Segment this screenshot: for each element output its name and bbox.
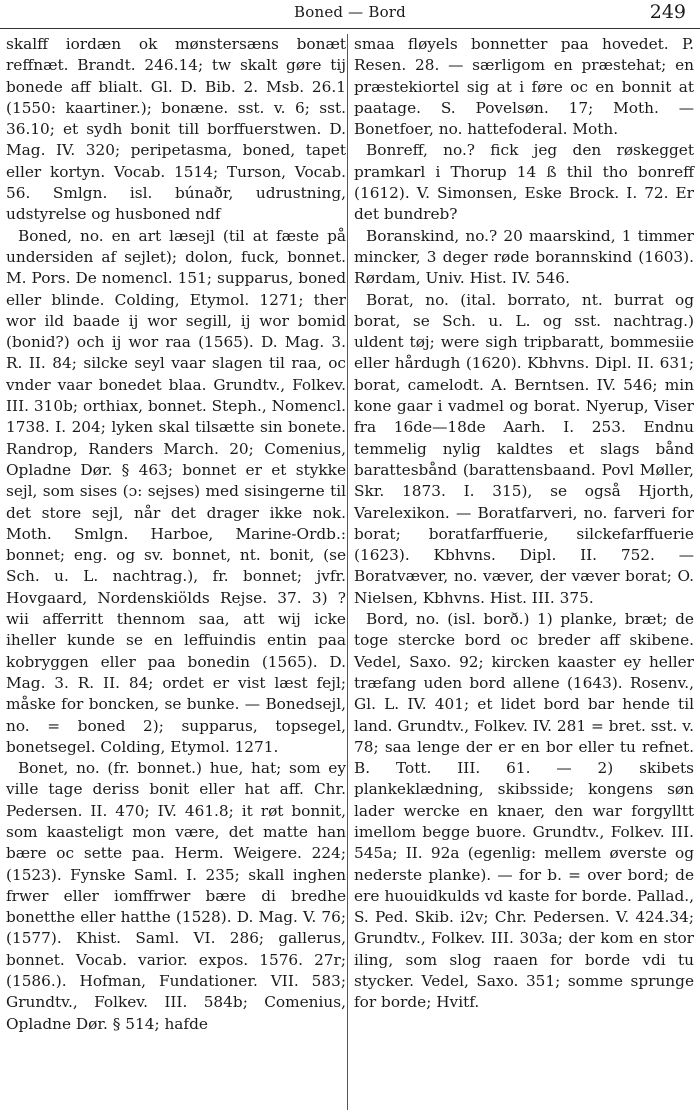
page-number: 249 [649, 1, 686, 23]
right-column [354, 34, 694, 1014]
running-head: Boned — Bord [294, 3, 406, 21]
column-divider [347, 34, 348, 1110]
entry-bonreff: Bonreff, no.? fick jeg den røskegget pramkarl i Thorup 14 ß thil tho bonreff (1612). V. Simonsen, Eske Brock. I. 72. Er det bundreb? [354, 141, 694, 224]
entry-continuation: skalff iordæn ok mønstersæns bonæt reffnæt. Brandt. 246.14; tw skalt gøre tij bonede aff blialt. Gl. D. Bib. 2. Msb. 26.1 (1550: kaartiner.); bonæne. sst. v. 6; sst. 36.10; et sydh bonit till borffuerstwen. D. Mag. IV. 320; peripetasma, boned, tapet eller kortyn. Vocab. 1514; Turson, Vocab. 56. Smlgn. isl. búnaðr, udrustning, udstyrelse og husboned ndf [6, 35, 346, 224]
entry-borat: Borat, no. (ital. borrato, nt. burrat og borat, se Sch. u. L. og sst. nachtrag.) uldent tøj; were sigh tripbaratt, bommesiie eller hårdugh (1620). Kbhvns. Dipl. II. 631; borat, camelodt. A. Berntsen. IV. 546; min kone gaar i vadmel og borat. Nyerup, Viser fra 16de—18de Aarh. I. 253. Endnu temmelig nylig kaldtes et slags bånd barattesbånd (barattensbaand. Povl Møller, Skr. 1873. I. 315), se også Hjorth, Varelexikon. — Boratfarveri, no. farveri for borat; boratfarffuerie, silckefarffuerie (1623). Kbhvns. Dipl. II. 752. — Boratvæver, no. væver, der væver borat; O. Nielsen, Kbhvns. Hist. III. 375. [354, 290, 694, 607]
left-column [6, 34, 346, 1035]
entry-boned: Boned, no. en art læsejl (til at fæste på undersiden af sejlet); dolon, fuck, bonnet. M. Pors. De nomencl. 151; supparus, boned eller blinde. Colding, Etymol. 1271; ther wor ild baade ij wor segill, ij wor bomid (bonid?) och ij wor raa (1565). D. Mag. 3. R. II. 84; silcke seyl vaar slagen til raa, oc vnder vaar bonedet blaa. Grundtv., Folkev. III. 310b; orthiax, bonnet. Steph., Nomencl. 1738. I. 204; lyken skal tilsætte sin bonete. Randrop, Randers March. 20; Comenius, Opladne Dør. § 463; bonnet er et stykke sejl, som sises (ɔ: sejses) med sisingerne til det store sejl, når det drager ikke nok. Moth. Smlgn. Harboe, Marine-Ordb.: bonnet; eng. og sv. bonnet, nt. bonit, (se Sch. u. L. nachtrag.), fr. bonnet; jvfr. Hovgaard, Nordenskiölds Rejse. 37. 3) ? wii afferritt thennom saa, att wij icke iheller kunde se en leffuindis entin paa kobryggen eller paa bonedin (1565). D. Mag. 3. R. II. 84; ordet er vist læst fejl; måske for boncken, se bunke. — Bonedsejl, no. = boned 2); supparus, topsegel, bonetsegel. Colding, Etymol. 1271. [6, 226, 346, 756]
entry-bord: Bord, no. (isl. borð.) 1) planke, bræt; de toge stercke bord oc breder aff skibene. Vedel, Saxo. 92; kircken kaaster ey heller træfang uden bord allene (1643). Rosenv., Gl. L. IV. 401; et lidet bord bar hende til land. Grundtv., Folkev. IV. 281 = bret. sst. v. 78; saa lenge der er en bor eller tu refnet. B. Tott. III. 61. — 2) skibets plankeklædning, skibsside; kongens søn lader wercke en knaer, den war forgylltt imellom begge buore. Grundtv., Folkev. III. 545a; II. 92a (egenlig: mellem øverste og nederste planke). — for b. = over bord; de ere huouidkulds vd kaste for borde. Pallad., S. Ped. Skib. i2v; Chr. Pedersen. V. 424.34; Grundtv., Folkev. III. 303a; der kom en stor iling, som slog raaen for borde vdi tu stycker. Vedel, Saxo. 351; somme sprunge for borde; Hvitf. [354, 610, 694, 1012]
page-header [0, 0, 700, 29]
entry-bonet: Bonet, no. (fr. bonnet.) hue, hat; som ey ville tage deriss bonit eller hat aff. Chr. Pedersen. II. 470; IV. 461.8; it røt bonnit, som kaasteligt mon være, det matte han bære oc sette paa. Herm. Weigere. 224; (1523). Fynske Saml. I. 235; skall inghen frwer eller iomffrwer bære di bredhe bonetthe eller hatthe (1528). D. Mag. V. 76; (1577). Khist. Saml. VI. 286; gallerus, bonnet. Vocab. varior. expos. 1576. 27r; (1586.). Hofman, Fundationer. VII. 583; Grundtv., Folkev. III. 584b; Comenius, Opladne Dør. § 514; hafde [6, 759, 346, 1033]
entry-boranskind: Boranskind, no.? 20 maarskind, 1 timmer mincker, 3 deger røde borannskind (1603). Rørdam, Univ. Hist. IV. 546. [354, 226, 694, 288]
entry-continuation: smaa fløyels bonnetter paa hovedet. P. Resen. 28. — særligom en præstehat; en præstekiortel sig at i føre oc en bonnit at paatage. S. Povelsøn. 17; Moth. — Bonetfoer, no. hattefoderal. Moth. [354, 35, 694, 139]
